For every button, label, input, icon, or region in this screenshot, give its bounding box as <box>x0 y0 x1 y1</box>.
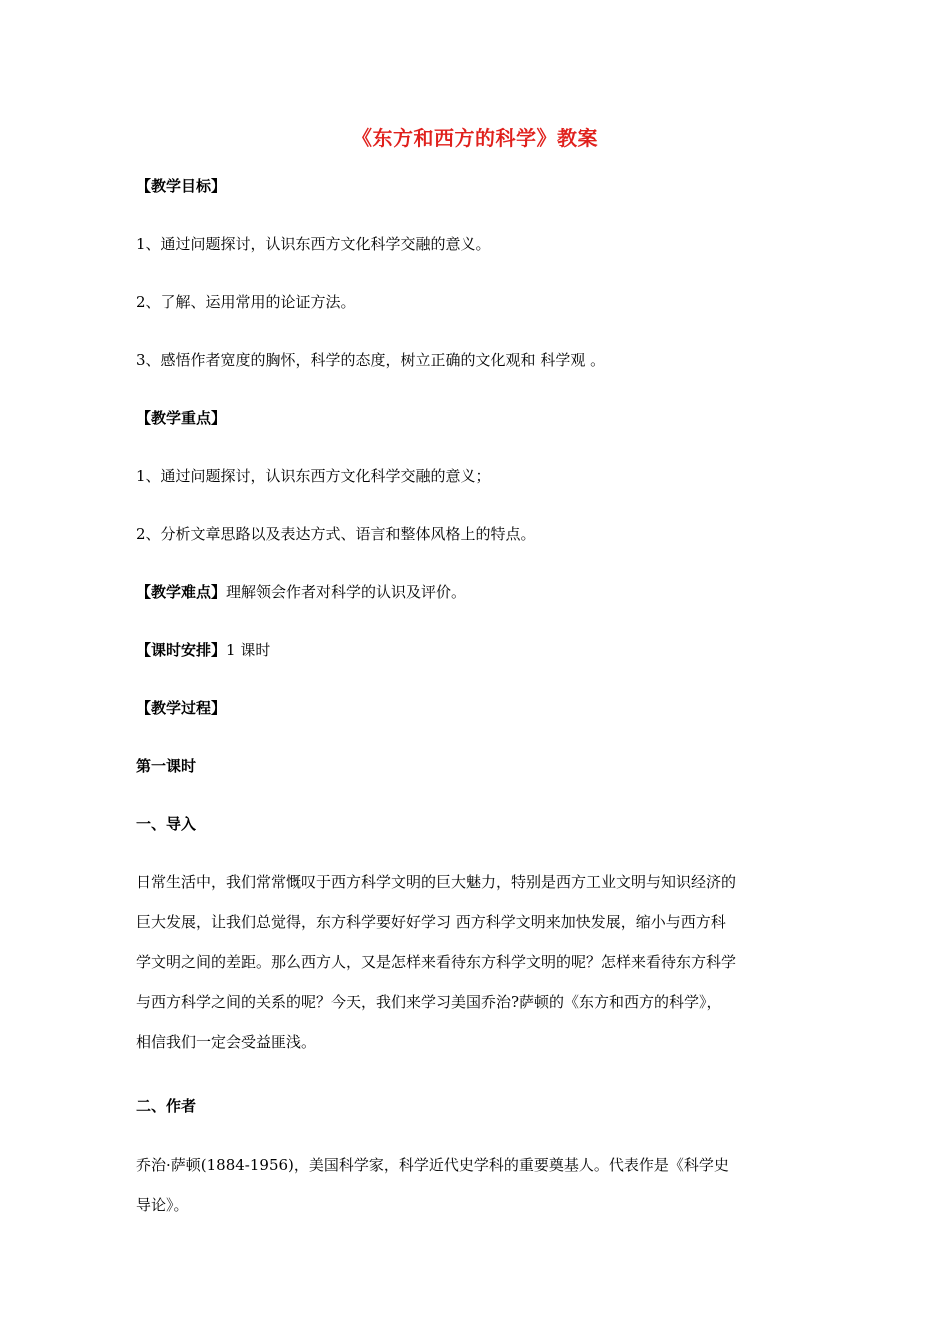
key-points-heading: 【教学重点】 <box>136 409 227 427</box>
intro-line-1: 日常生活中，我们常常慨叹于西方科学文明的巨大魅力，特别是西方工业文明与知识经济的 <box>136 873 737 891</box>
schedule-text: 1 课时 <box>226 641 271 659</box>
intro-line-5: 相信我们一定会受益匪浅。 <box>136 1033 317 1051</box>
difficulty-line <box>136 581 816 603</box>
section-author-heading: 二、作者 <box>136 1097 197 1115</box>
process-heading: 【教学过程】 <box>136 699 227 717</box>
author-line-2: 导论》。 <box>136 1196 189 1214</box>
schedule-heading: 【课时安排】 <box>136 641 227 659</box>
intro-line-2: 巨大发展，让我们总觉得，东方科学要好好学习 西方科学文明来加快发展，缩小与西方科 <box>136 913 726 931</box>
difficulty-text: 理解领会作者对科学的认识及评价。 <box>226 583 467 601</box>
key-point-item-1: 1、通过问题探讨，认识东西方文化科学交融的意义； <box>136 467 491 485</box>
objective-item-3: 3、感悟作者宽度的胸怀，科学的态度，树立正确的文化观和 科学观 。 <box>136 351 606 369</box>
intro-line-4: 与西方科学之间的关系的呢？今天，我们来学习美国乔治?萨顿的《东方和西方的科学》， <box>136 993 722 1011</box>
objective-item-1: 1、通过问题探讨，认识东西方文化科学交融的意义。 <box>136 235 491 253</box>
objectives-heading: 【教学目标】 <box>136 177 227 195</box>
difficulty-heading: 【教学难点】 <box>136 583 227 601</box>
objective-item-2: 2、了解、运用常用的论证方法。 <box>136 293 356 311</box>
author-line-1: 乔治·萨顿(1884-1956)，美国科学家，科学近代史学科的重要奠基人。代表作是《科学史 <box>136 1156 729 1174</box>
intro-line-3: 学文明之间的差距。那么西方人，又是怎样来看待东方科学文明的呢？怎样来看待东方科学 <box>136 953 737 971</box>
section-intro-heading: 一、导入 <box>136 815 197 833</box>
document-title: 《东方和西方的科学》教案 <box>352 126 598 150</box>
section-author-paragraph <box>136 1145 816 1225</box>
schedule-line <box>136 639 816 661</box>
lesson-heading: 第一课时 <box>136 757 197 775</box>
section-intro-paragraph <box>136 862 816 1062</box>
key-point-item-2: 2、分析文章思路以及表达方式、语言和整体风格上的特点。 <box>136 525 536 543</box>
